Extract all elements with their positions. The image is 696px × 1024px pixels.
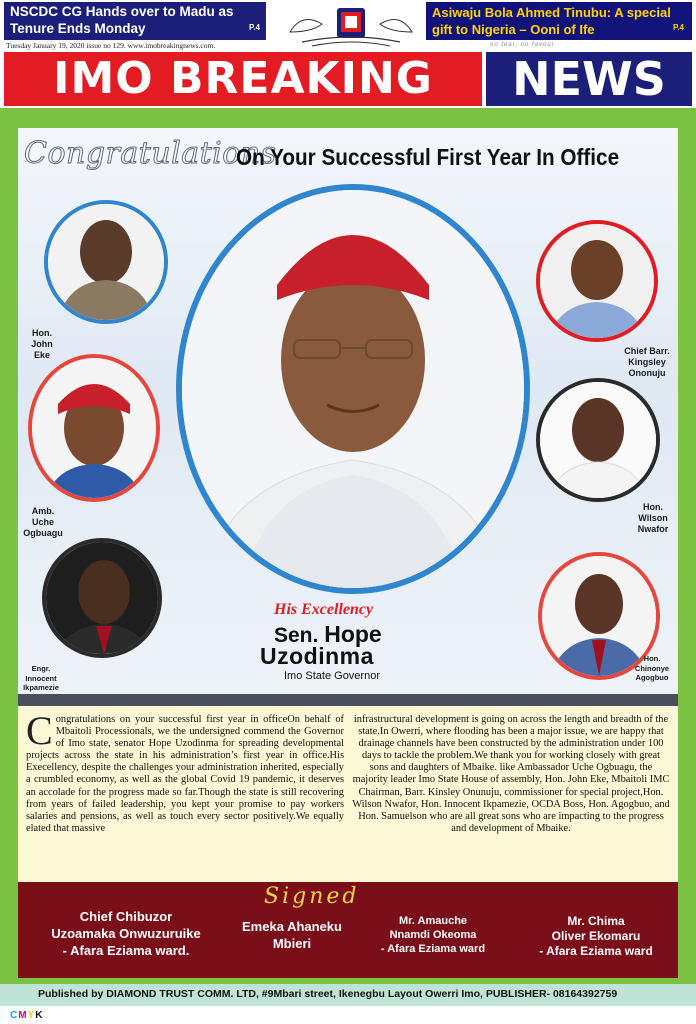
- cmyk-k: K: [35, 1010, 44, 1021]
- signer-4-line1: Mr. Chima: [567, 914, 625, 928]
- signatories-panel: [18, 882, 678, 978]
- portrait-kingsley-ononuju: [536, 220, 658, 342]
- publisher-strip: [0, 984, 696, 1006]
- governor-surname: Uzodinma: [260, 643, 374, 669]
- top-strip: [0, 0, 696, 52]
- congratulatory-message: [18, 706, 678, 882]
- signed-label: Signed: [264, 884, 360, 909]
- signer-1-line1: Chief Chibuzor: [79, 909, 173, 924]
- signer-3: [358, 914, 508, 956]
- governor-honorific: His Excellency: [274, 601, 374, 618]
- masthead-title-right: NEWS: [486, 52, 692, 106]
- caption-wilson-nwafor: Hon. Wilson Nwafor: [637, 502, 669, 534]
- publisher-line: Published by DIAMOND TRUST COMM. LTD, #9Mbari street, Ikenegbu Layout Owerri Imo, PUBLISHER- 08164392759: [38, 988, 618, 1000]
- masthead-title-left: IMO BREAKING: [4, 52, 482, 106]
- signer-3-line2: Nnamdi Okeoma: [389, 929, 477, 941]
- governor-portrait: [176, 184, 530, 594]
- signer-3-line3: - Afara Eziama ward: [380, 943, 486, 955]
- portrait-innocent-ikpamezie: [42, 538, 162, 658]
- headline-teaser-left[interactable]: [4, 2, 266, 40]
- caption-uche-ogbuagu: Amb. Uche Ogbuagu: [23, 506, 63, 538]
- signer-1-line3: - Afara Eziama ward.: [62, 943, 190, 958]
- signer-2-line1: Emeka Ahaneku: [242, 919, 342, 934]
- signer-4-line2: Oliver Ekomaru: [551, 929, 641, 943]
- teaser-right-page: P.4: [673, 23, 684, 32]
- caption-chinonye-agogbuo: Hon. Chinonye Agogbuo: [634, 654, 670, 682]
- portrait-john-eke: [44, 200, 168, 324]
- cmyk-c: C: [10, 1010, 19, 1021]
- signer-1: [24, 908, 228, 959]
- message-left-text: ongratulations on your successful first year in officeOn behalf of Mbaitoli Processionals, we the undersigned commend the Governor of Imo state, senator Hope Uzodinma for spreading developmental projects across the state in his administration’s first year in office.His Execellency, despite the challenges your administration inherited, especially a crumbled economy, as well as the global Covid 19 pandemic, it deserves an accolade for the progress made so far.Though the state is still recovering from years of failed leadership, you kept your promise to pay workers salaries and pensions, as well as touch every sector positively.We equally elated that massive: [26, 714, 344, 834]
- signer-1-line2: Uzoamaka Onwuzuruike: [51, 926, 201, 941]
- signer-3-line1: Mr. Amauche: [398, 915, 468, 927]
- portrait-uche-ogbuagu: [28, 354, 160, 502]
- caption-john-eke: Hon. John Eke: [31, 328, 53, 360]
- coat-of-arms-logo: [282, 2, 420, 48]
- teaser-left-text: NSCDC CG Hands over to Madu as Tenure Ends Monday: [10, 4, 234, 36]
- signer-4-line3: - Afara Eziama ward: [539, 944, 653, 958]
- dateline: Tuesday January 19, 2020 issue no 129. www.imobreakingnews.com.: [6, 41, 216, 50]
- signer-4: [518, 914, 674, 959]
- cmyk-marks: [10, 1010, 43, 1021]
- portrait-wilson-nwafor: [536, 378, 660, 502]
- governor-prefix: Sen.: [274, 624, 319, 647]
- message-column-left: [26, 708, 344, 835]
- headline-teaser-right[interactable]: [426, 2, 692, 40]
- governor-role: Imo State Governor: [284, 670, 380, 682]
- caption-kingsley-ononuju: Chief Barr. Kingsley Ononuju: [624, 346, 670, 378]
- masthead: [0, 52, 696, 106]
- teaser-right-text: Asiwaju Bola Ahmed Tinubu: A special gift to Nigeria – Ooni of Ife: [432, 5, 671, 37]
- poster-headline: [18, 136, 678, 180]
- congratulations-subtitle: On Your Successful First Year In Office: [236, 144, 620, 170]
- congratulations-script: Congratulations: [24, 136, 277, 171]
- motto: no fear, no favour: [490, 42, 555, 48]
- cmyk-y: Y: [27, 1010, 36, 1021]
- teaser-left-page: P.4: [249, 23, 260, 32]
- cmyk-m: M: [18, 1010, 28, 1021]
- caption-innocent-ikpamezie: Engr. Innocent Ikpamezie: [23, 664, 59, 692]
- signer-2-line2: Mbieri: [272, 936, 312, 951]
- congratulation-poster: [18, 128, 678, 694]
- dropcap: C: [26, 708, 53, 753]
- message-column-right: infrastructural development is going on across the length and breadth of the state.In Owerri, where flooding has been a major issue, we are happy that drainage channels have been constructed by the administration under 100 days to tackle the problem.We thank you for working closely with great sons and daughters of Mbaike. like Ambassador Uche Ogbuagu, the majority leader Imo State House of assembly, Hon. John Eke, Mbaitoli IMC Chairman, Barr. Kinsley Onunuju, commissioner for special project,Hon. Wilson Nwafor, Hon. Innocent Ikpamezie, OCDA Boss, Hon. Agogbuo, and Hon. Samuelson who are all great sons who are impacting to the progress and development of Mbaike.: [352, 714, 670, 834]
- signer-2: [228, 918, 356, 952]
- governor-first-name: Hope: [324, 621, 382, 647]
- divider-bar: [18, 694, 678, 706]
